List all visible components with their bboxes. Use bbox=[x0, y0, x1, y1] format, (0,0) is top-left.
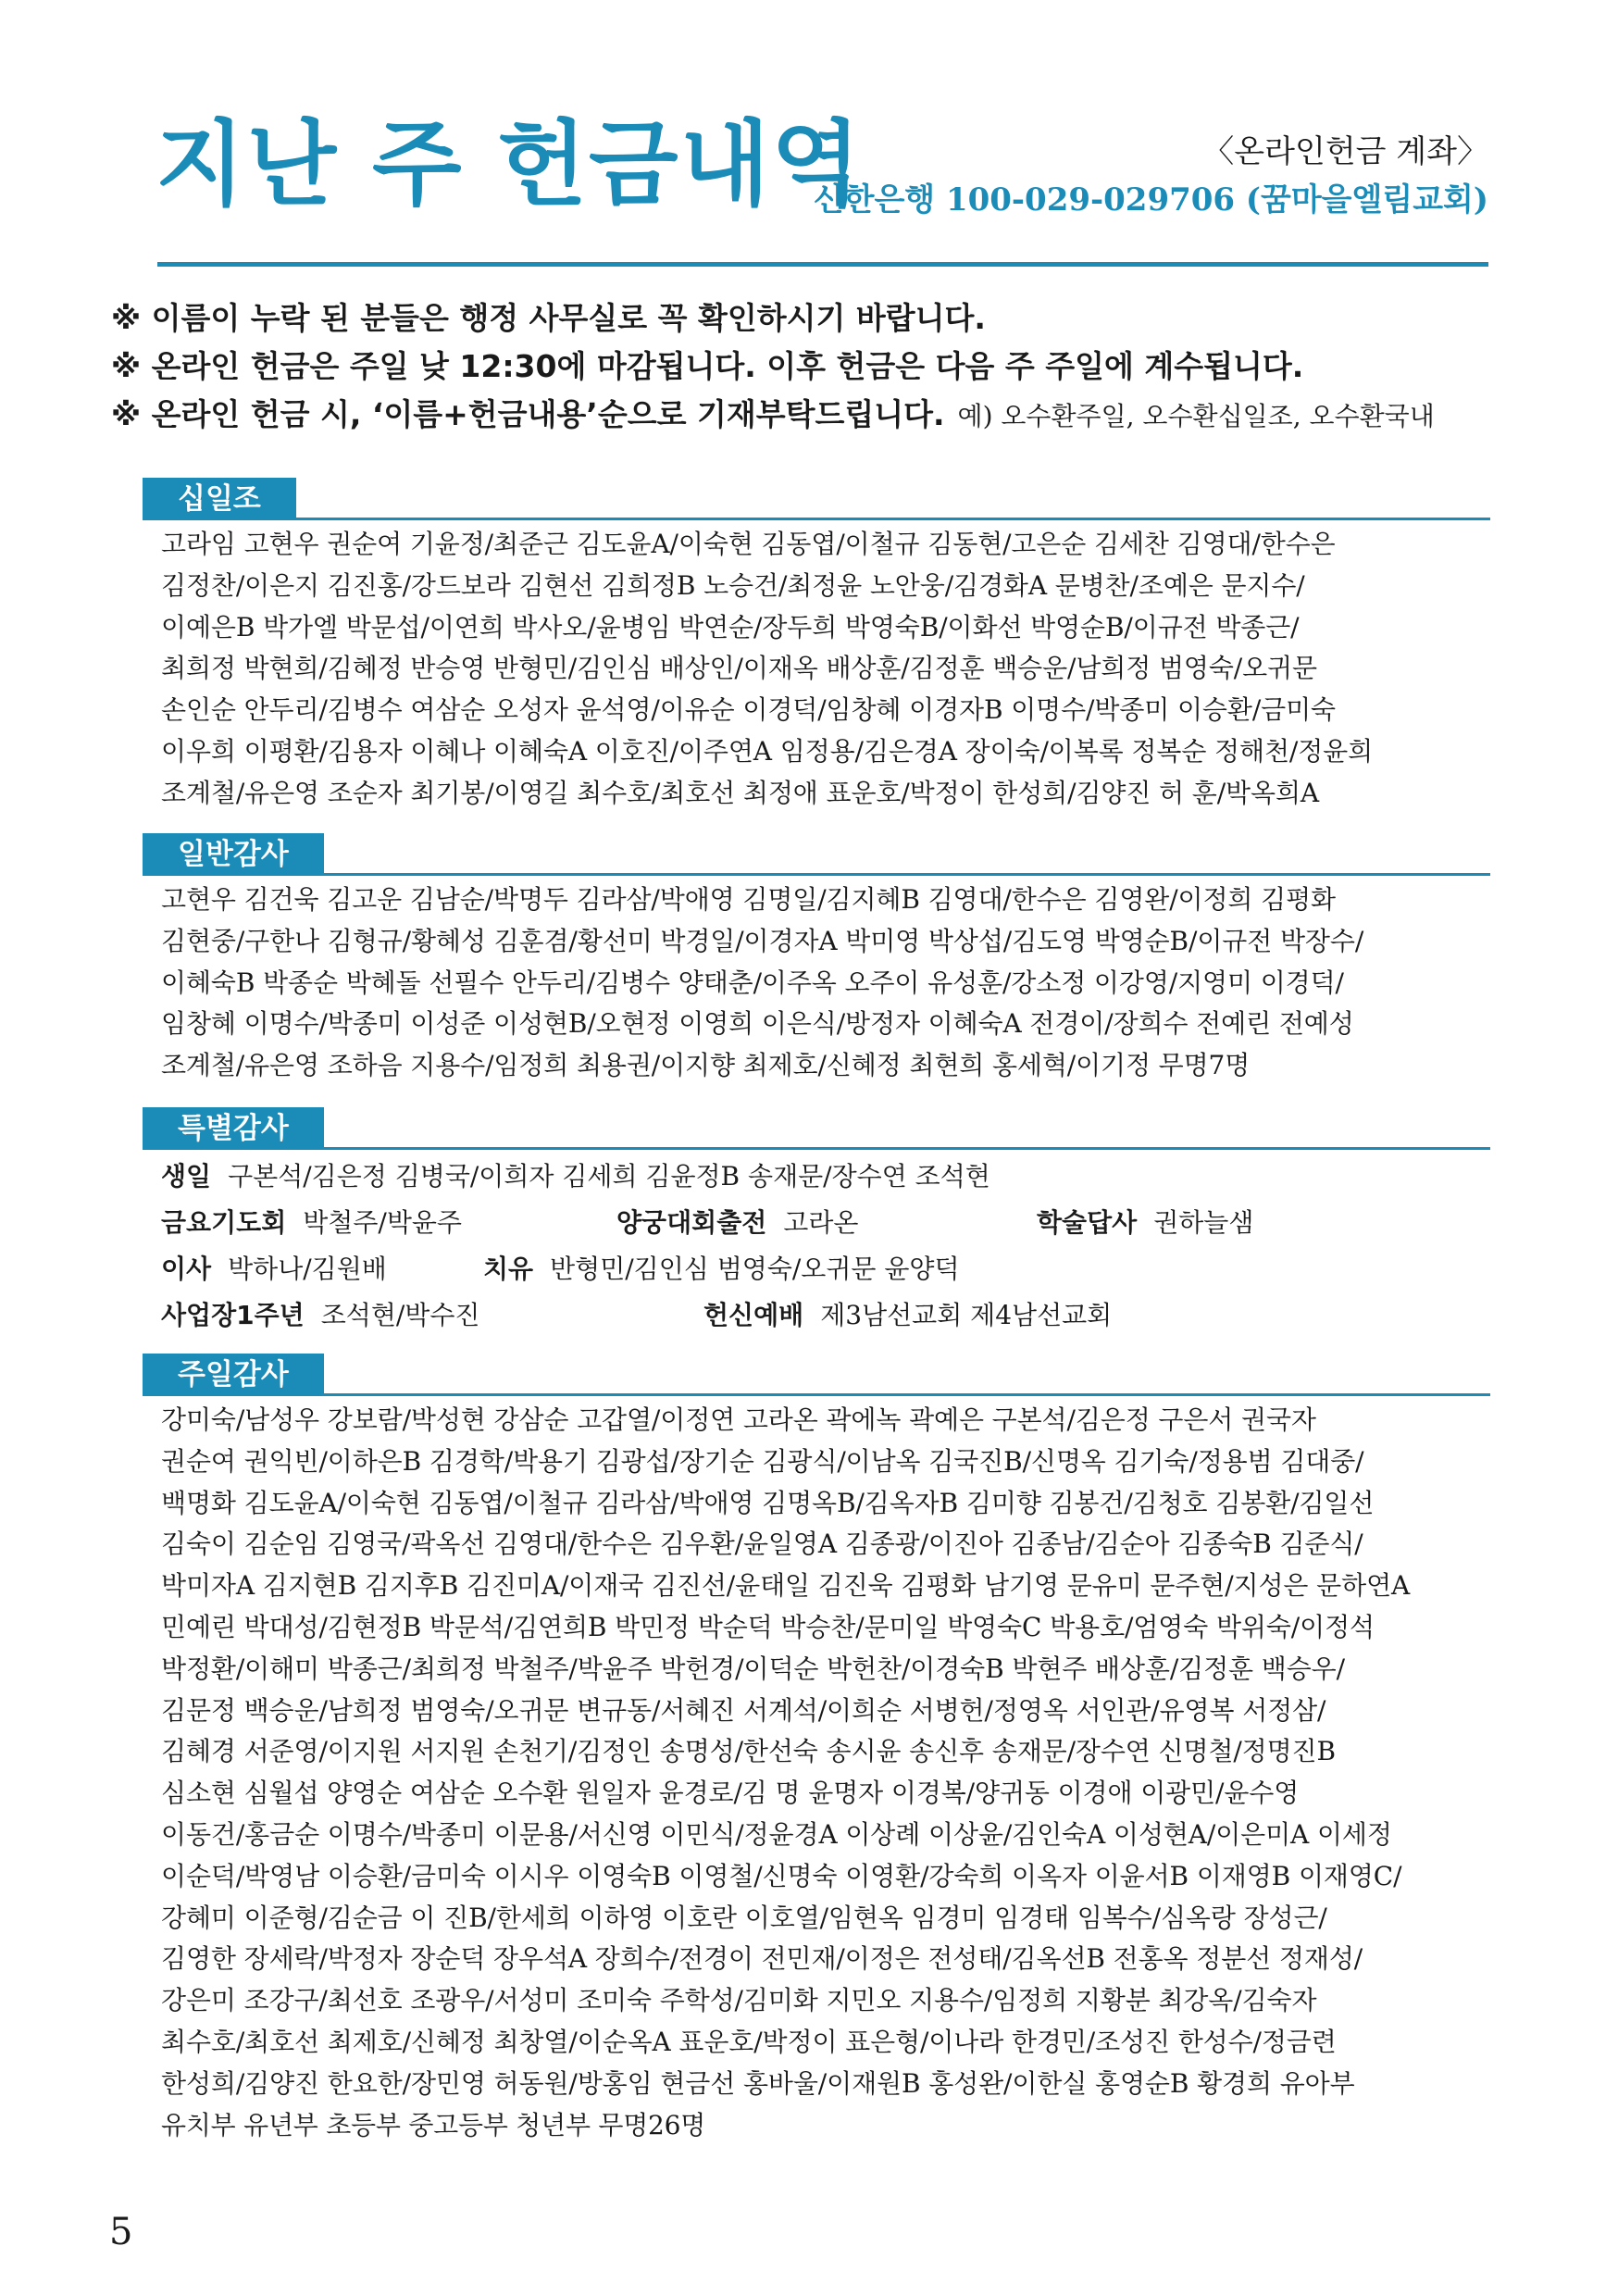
name-line: 강미숙/남성우 강보람/박성현 강삼순 고갑열/이정연 고라온 곽에녹 곽예은 구본석/김은정 구은서 권국자 bbox=[161, 1404, 1316, 1435]
notice-item: ※ 이름이 누락 된 분들은 행정 사무실로 꼭 확인하시기 바랍니다. bbox=[111, 300, 986, 336]
section-divider bbox=[143, 518, 1490, 520]
name-line: 이동건/홍금순 이명수/박종미 이문용/서신영 이민식/정윤경A 이상례 이상윤/김인숙A 이성현A/이은미A 이세정 bbox=[161, 1818, 1392, 1850]
name-line: 강혜미 이준형/김순금 이 진B/한세희 이하영 이호란 이호열/임현옥 임경미 임경태 임복수/심옥랑 장성근/ bbox=[161, 1902, 1327, 1933]
name-line: 고현우 김건욱 김고운 김남순/박명두 김라삼/박애영 김명일/김지혜B 김영대/한수은 김영완/이정희 김평화 bbox=[161, 884, 1336, 915]
section-header bbox=[139, 833, 1490, 876]
special-item: 금요기도회 박철주/박윤주 bbox=[161, 1207, 462, 1238]
special-item: 치유 반형민/김인심 범영숙/오귀문 윤양덕 bbox=[483, 1254, 960, 1284]
page-title: 지난 주 헌금내역 bbox=[156, 110, 863, 218]
name-line: 최희정 박현희/김혜정 반승영 반형민/김인심 배상인/이재옥 배상훈/김정훈 백승운/남희정 범영숙/오귀문 bbox=[161, 653, 1317, 684]
special-item: 사업장1주년 조석현/박수진 bbox=[161, 1300, 480, 1330]
account-label: 〈온라인헌금 계좌〉 bbox=[1202, 133, 1488, 170]
special-item: 학술답사 권하늘샘 bbox=[1037, 1207, 1254, 1238]
special-item: 이사 박하나/김원배 bbox=[161, 1254, 387, 1284]
name-line: 한성희/김양진 한요한/장민영 허동원/방홍임 현금선 홍바울/이재원B 홍성완/이한실 홍영순B 황경희 유아부 bbox=[161, 2067, 1355, 2099]
notice-item: ※ 온라인 헌금 시, ‘이름+헌금내용’순으로 기재부탁드립니다. 예) 오수환주일, 오수환십일조, 오수환국내 bbox=[111, 396, 1435, 432]
name-line: 조계철/유은영 조하음 지용수/임정희 최용권/이지향 최제호/신혜정 최현희 홍세혁/이기정 무명7명 bbox=[161, 1050, 1251, 1081]
name-line: 이순덕/박영남 이승환/금미숙 이시우 이영숙B 이영철/신명숙 이영환/강숙희 이옥자 이윤서B 이재영B 이재영C/ bbox=[161, 1860, 1402, 1891]
section-thanks bbox=[139, 833, 1490, 1087]
name-line: 김영한 장세락/박정자 장순덕 장우석A 장희수/전경이 전민재/이정은 전성태/김옥선B 전홍옥 정분선 정재성/ bbox=[161, 1943, 1363, 1975]
name-list bbox=[139, 876, 1490, 1087]
name-line: 고라임 고현우 권순여 기윤정/최준근 김도윤A/이숙현 김동엽/이철규 김동현/고은순 김세찬 김영대/한수은 bbox=[161, 529, 1336, 559]
name-line: 김정찬/이은지 김진홍/강드보라 김현선 김희정B 노승건/최정윤 노안웅/김경화A 문병찬/조예은 문지수/ bbox=[161, 569, 1305, 601]
name-line: 심소현 심월섭 양영순 여삼순 오수환 원일자 윤경로/김 명 윤명자 이경복/양귀동 이경애 이광민/윤수영 bbox=[161, 1778, 1300, 1809]
name-line: 임창혜 이명수/박종미 이성준 이성현B/오현정 이영희 이은식/방정자 이혜숙A 전경이/장희수 전예린 전예성 bbox=[161, 1008, 1354, 1040]
name-line: 최수호/최호선 최제호/신혜정 최창열/이순옥A 표운호/박정이 표은형/이나라 한경민/조성진 한성수/정금련 bbox=[161, 2026, 1337, 2057]
name-line: 김혜경 서준영/이지원 서지원 손천기/김정인 송명성/한선숙 송시윤 송신후 송재문/장수연 신명철/정명진B bbox=[161, 1736, 1336, 1767]
name-line: 박정환/이해미 박종근/최희정 박철주/박윤주 박헌경/이덕순 박헌찬/이경숙B 박현주 배상훈/김정훈 백승우/ bbox=[161, 1653, 1345, 1684]
account-info: 신한은행 100-029-029706 (꿈마을엘림교회) bbox=[813, 181, 1488, 218]
name-line: 백명화 김도윤A/이숙현 김동엽/이철규 김라삼/박애영 김명옥B/김옥자B 김미향 김봉건/김청호 김봉환/김일선 bbox=[161, 1487, 1375, 1518]
notice-item: ※ 온라인 헌금은 주일 낮 12:30에 마감됩니다. 이후 헌금은 다음 주 주일에 계수됩니다. bbox=[111, 348, 1304, 384]
special-row bbox=[161, 1200, 1490, 1246]
notice-example: 예) 오수환주일, 오수환십일조, 오수환국내 bbox=[957, 401, 1435, 431]
special-list bbox=[139, 1150, 1490, 1339]
special-item: 헌신예배 제3남선교회 제4남선교회 bbox=[703, 1300, 1113, 1330]
section-title: 십일조 bbox=[143, 478, 296, 520]
section-sunday bbox=[139, 1354, 1490, 2146]
page-number: 5 bbox=[109, 2211, 133, 2253]
special-row bbox=[161, 1154, 1490, 1200]
name-line: 김문정 백승운/남희정 범영숙/오귀문 변규동/서혜진 서계석/이희순 서병헌/정영옥 서인관/유영복 서정삼/ bbox=[161, 1694, 1326, 1726]
name-line: 박미자A 김지현B 김지후B 김진미A/이재국 김진선/윤태일 김진욱 김평화 남기영 문유미 문주현/지성은 문하연A bbox=[161, 1570, 1411, 1602]
section-divider bbox=[143, 1393, 1490, 1396]
name-line: 권순여 권익빈/이하은B 김경학/박용기 김광섭/장기순 김광식/이남옥 김국진B/신명옥 김기숙/정용범 김대중/ bbox=[161, 1445, 1364, 1477]
name-line: 이예은B 박가엘 박문섭/이연희 박사오/윤병임 박연순/장두희 박영숙B/이화선 박영순B/이규전 박종근/ bbox=[161, 611, 1300, 643]
name-line: 강은미 조강구/최선호 조광우/서성미 조미숙 주학성/김미화 지민오 지용수/임정희 지황분 최강옥/김숙자 bbox=[161, 1985, 1317, 2016]
name-line: 이혜숙B 박종순 박혜돌 선필수 안두리/김병수 양태춘/이주옥 오주이 유성훈/강소정 이강영/지영미 이경덕/ bbox=[161, 967, 1344, 998]
title-divider bbox=[157, 262, 1488, 267]
name-line: 유치부 유년부 초등부 중고등부 청년부 무명26명 bbox=[161, 2109, 706, 2140]
name-line: 민예린 박대성/김현정B 박문석/김연희B 박민정 박순덕 박승찬/문미일 박영숙C 박용호/엄영숙 박위숙/이정석 bbox=[161, 1611, 1375, 1642]
name-line: 조계철/유은영 조순자 최기봉/이영길 최수호/최호선 최정애 표운호/박정이 한성희/김양진 허 훈/박옥희A bbox=[161, 777, 1319, 808]
name-line: 이우희 이평환/김용자 이혜나 이혜숙A 이호진/이주연A 임정용/김은경A 장이숙/이복록 정복순 정해천/정윤희 bbox=[161, 735, 1374, 767]
section-header bbox=[139, 1354, 1490, 1396]
section-special bbox=[139, 1107, 1490, 1339]
name-line: 김현중/구한나 김형규/황혜성 김훈겸/황선미 박경일/이경자A 박미영 박상섭/김도영 박영순B/이규전 박장수/ bbox=[161, 925, 1364, 956]
name-list bbox=[139, 1396, 1490, 2146]
name-line: 김숙이 김순임 김영국/곽옥선 김영대/한수은 김우환/윤일영A 김종광/이진아 김종남/김순아 김종숙B 김준식/ bbox=[161, 1529, 1363, 1560]
section-divider bbox=[143, 1147, 1490, 1150]
section-header bbox=[139, 1107, 1490, 1150]
name-line: 손인순 안두리/김병수 여삼순 오성자 윤석영/이유순 이경덕/임창혜 이경자B 이명수/박종미 이승환/금미숙 bbox=[161, 694, 1336, 726]
section-title: 일반감사 bbox=[143, 833, 324, 876]
section-header bbox=[139, 478, 1490, 520]
section-title: 특별감사 bbox=[143, 1107, 324, 1150]
section-title: 주일감사 bbox=[143, 1354, 324, 1396]
section-tithe bbox=[139, 478, 1490, 815]
special-item: 생일 구본석/김은정 김병국/이희자 김세희 김윤정B 송재문/장수연 조석현 bbox=[161, 1161, 990, 1192]
special-item: 양궁대회출전 고라온 bbox=[616, 1207, 859, 1238]
special-row bbox=[161, 1246, 1490, 1292]
special-row bbox=[161, 1292, 1490, 1339]
notice-list bbox=[111, 294, 1500, 441]
name-list bbox=[139, 520, 1490, 815]
section-divider bbox=[143, 873, 1490, 876]
